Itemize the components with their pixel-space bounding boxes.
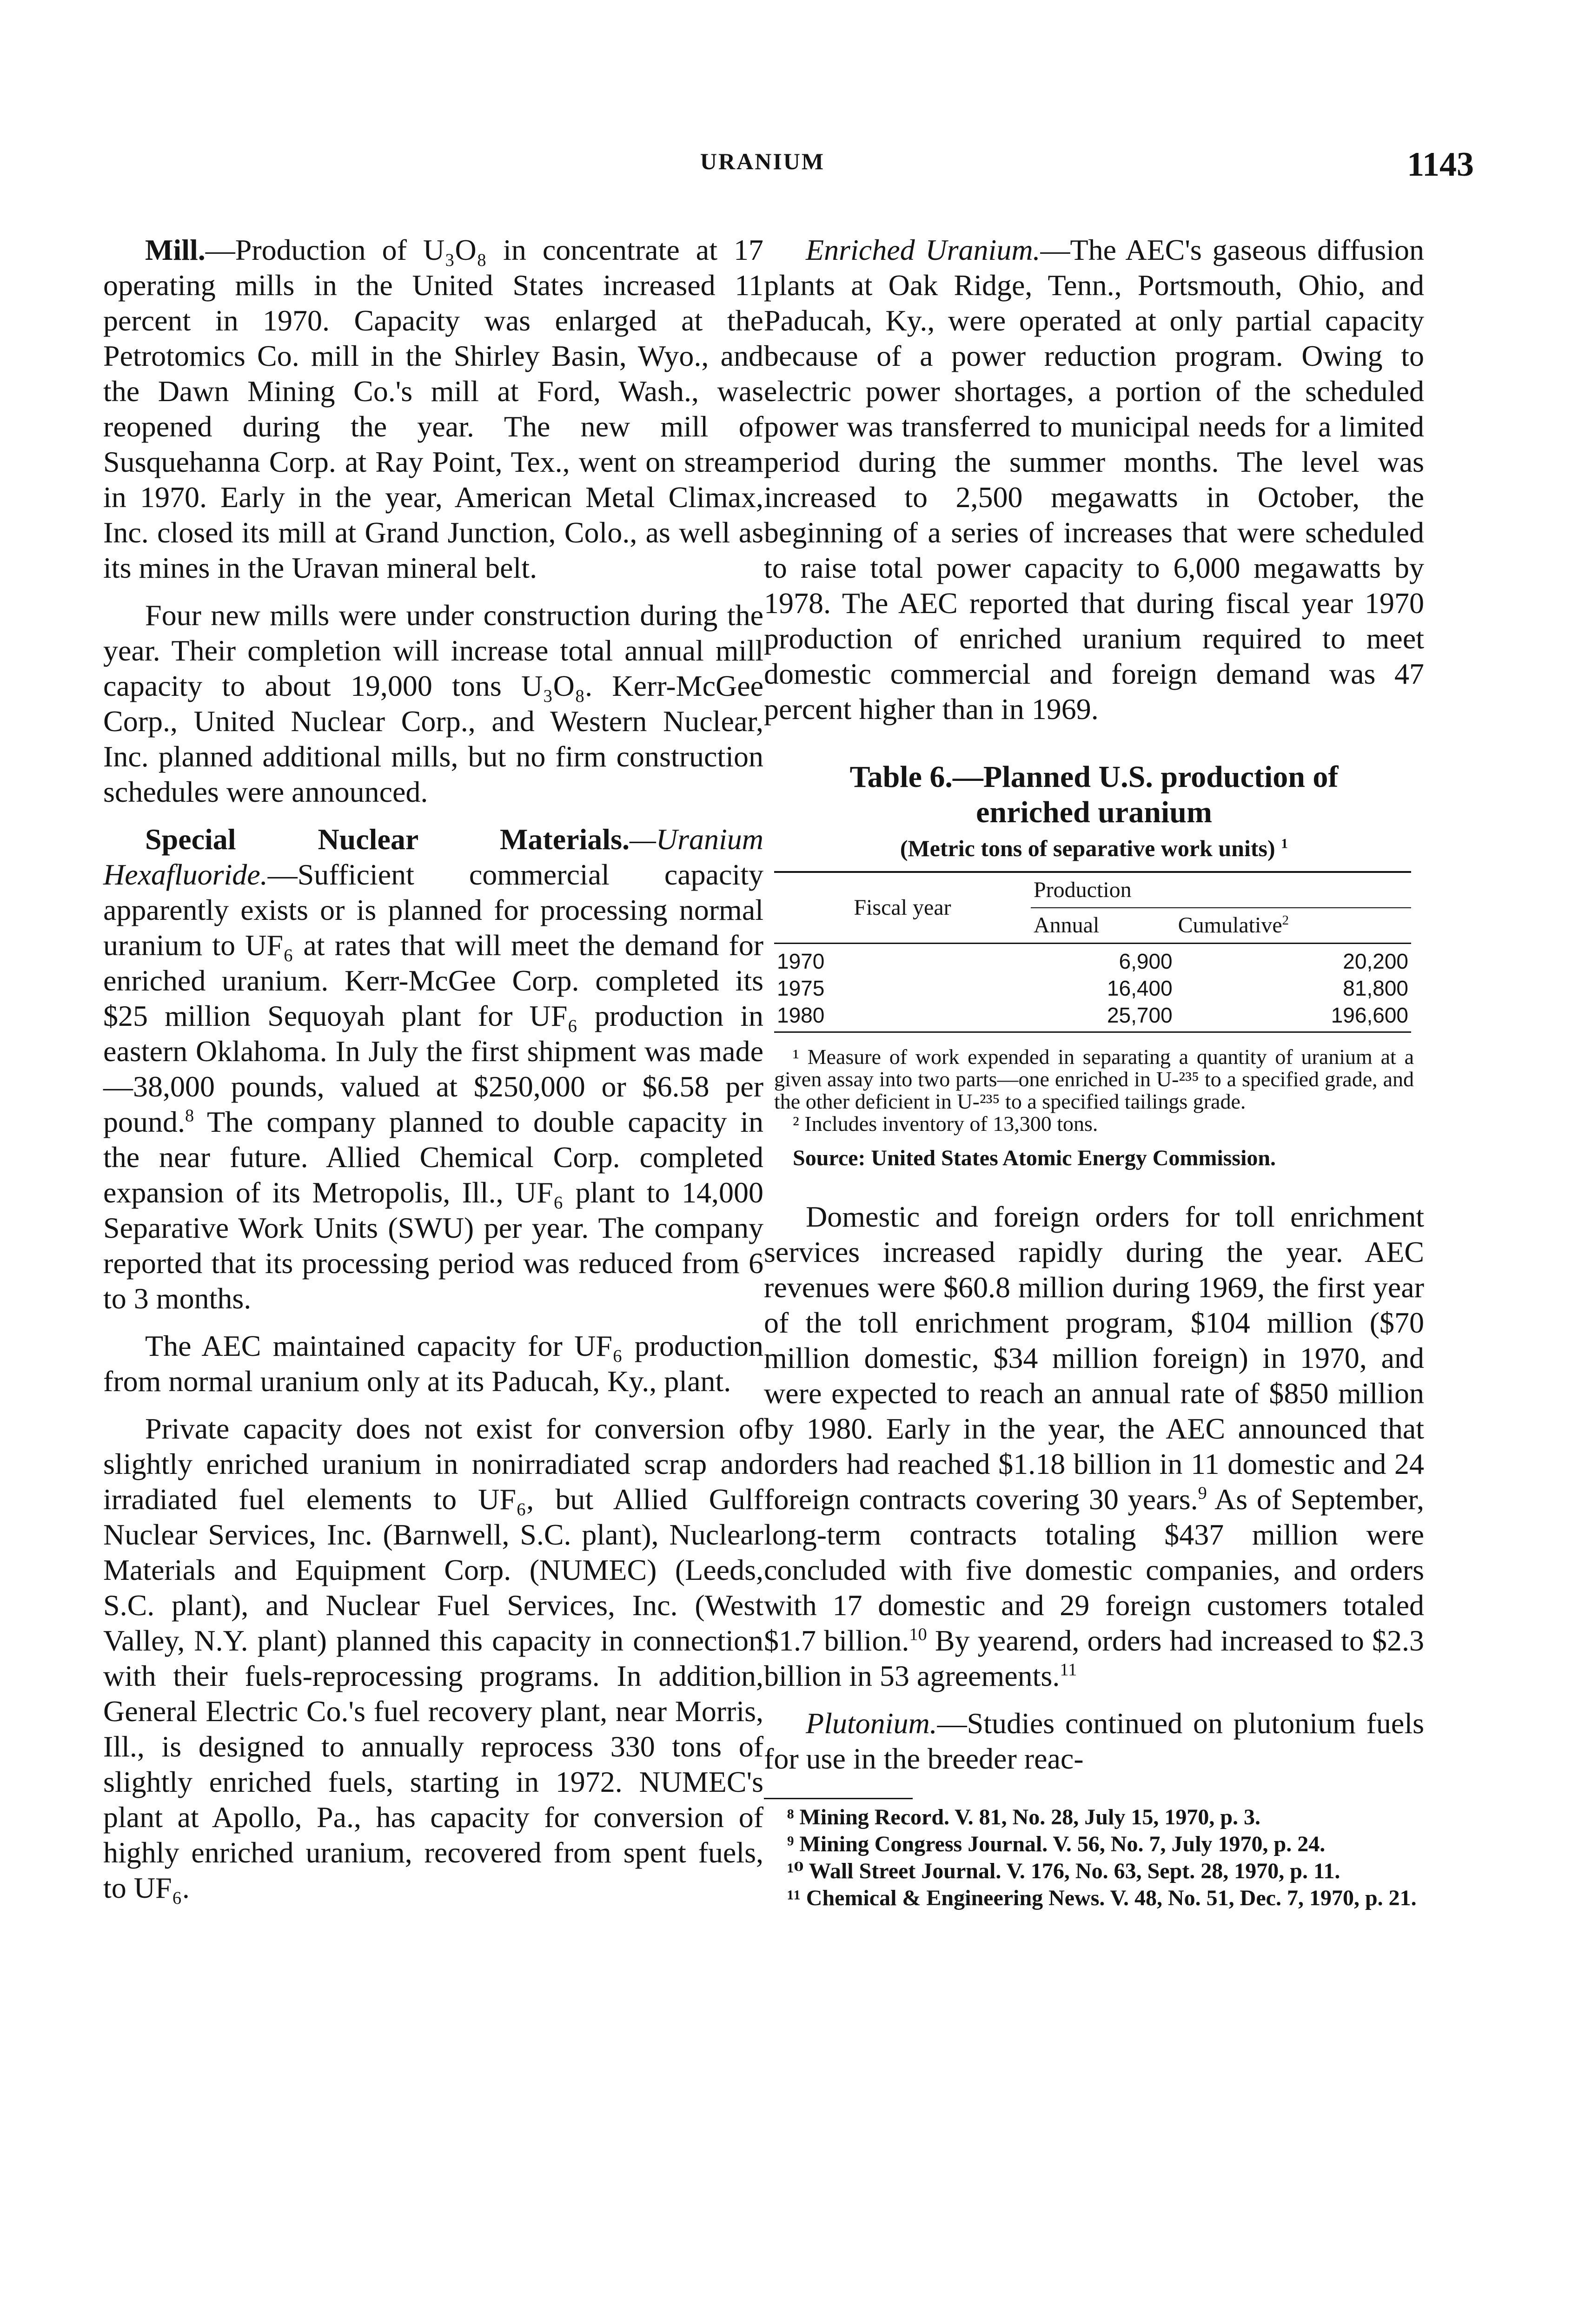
- row-year: 1980: [774, 1002, 1031, 1032]
- footnote-10: ¹⁰ Wall Street Journal. V. 176, No. 63, Sept. 28, 1970, p. 11.: [787, 1859, 1340, 1883]
- enriched-paragraph: [764, 232, 1424, 727]
- running-title: URANIUM: [700, 148, 825, 174]
- snm-heading: Special Nuclear Materials.: [145, 823, 630, 856]
- mill-paragraph: [103, 232, 763, 586]
- table-subtitle-note: 1: [1281, 836, 1288, 852]
- col-cumulative-label: Cumulative: [1178, 913, 1282, 938]
- snm-text-2: The company planned to double capacity in the near future. Allied Chemical Corp. completed expansion of its Metropolis, Ill., UF₆ plant to 14,000 Separative Work Units (SWU) per year. The company reported that its processing period was reduced from 6 to 3 months.: [103, 1105, 763, 1315]
- footnotes: [764, 1806, 1424, 1910]
- footnote-divider: [764, 1798, 913, 1799]
- row-annual: 16,400: [1107, 976, 1173, 1000]
- private-capacity-paragraph: Private capacity does not exist for conversion of slightly enriched uranium in nonirradiated scrap and irradiated fuel elements to UF₆, but Allied Gulf Nuclear Services, Inc. (Barnwell, S.C. plant), Nuclear Materials and Equipment Corp. (NUMEC) (Leeds, S.C. plant), and Nuclear Fuel Services, Inc. (West Valley, N.Y. plant) planned this capacity in connection with their fuels-reprocessing programs. In addition, General Electric Co.'s fuel recovery plant, near Morris, Ill., is designed to annually reprocess 330 tons of slightly enriched fuels, starting in 1972. NUMEC's plant at Apollo, Pa., has capacity for conversion of highly enriched uranium, recovered from spent fuels, to UF₆.: [103, 1412, 763, 1904]
- right-column: [764, 232, 1424, 1914]
- row-year: 1975: [777, 976, 825, 1000]
- enriched-heading: Enriched Uranium.: [806, 233, 1041, 266]
- footnote-9: ⁹ Mining Congress Journal. V. 56, No. 7, July 1970, p. 24.: [787, 1832, 1326, 1856]
- table-notes: [774, 1046, 1414, 1135]
- plutonium-paragraph: [764, 1706, 1424, 1776]
- row-cumulative: 196,600: [1175, 1002, 1411, 1032]
- table-subtitle-text: (Metric tons of separative work units): [900, 835, 1275, 861]
- table-subtitle: [764, 832, 1424, 865]
- plutonium-heading: Plutonium.: [806, 1707, 937, 1740]
- row-year: 1970: [777, 949, 825, 973]
- footnote-ref-8: 8: [185, 1106, 194, 1126]
- plutonium-text: —Studies continued on plutonium fuels for use in the breeder reac-: [764, 1707, 1424, 1775]
- new-mills-paragraph: Four new mills were under construction during the year. Their completion will increase total annual mill capacity to about 19,000 tons U₃O₈. Kerr-McGee Corp., United Nuclear Corp., and Western Nuclear, Inc. planned additional mills, but no firm construction schedules were announced.: [103, 599, 763, 808]
- page-number: 1143: [1407, 145, 1474, 184]
- row-annual: 25,700: [1031, 1002, 1175, 1032]
- row-annual: 6,900: [1119, 949, 1173, 973]
- production-table: [774, 871, 1411, 1033]
- table-row: [774, 944, 1411, 975]
- enriched-text: —The AEC's gaseous diffusion plants at Oak Ridge, Tenn., Portsmouth, Ohio, and Paducah, Ky., were operated at only partial capacity because of a power reduction program. Owing to electric power shortages, a portion of the scheduled power was transferred to municipal needs for a limited period during the summer months. The level was increased to 2,500 megawatts in October, the beginning of a series of increases that were scheduled to raise total power capacity to 6,000 megawatts by 1978. The AEC reported that during fiscal year 1970 production of enriched uranium required to meet domestic commercial and foreign demand was 47 percent higher than in 1969.: [764, 233, 1424, 726]
- snm-text: —Sufficient commercial capacity apparently exists or is planned for processing normal uranium to UF₆ at rates that will meet the demand for enriched uranium. Kerr-McGee Corp. completed its $25 million Sequoyah plant for UF₆ production in eastern Oklahoma. In July the first shipment was made—38,000 pounds, valued at $250,000 or $6.58 per pound.: [103, 858, 763, 1138]
- row-cumulative: 20,200: [1343, 949, 1408, 973]
- row-cumulative: 81,800: [1343, 976, 1408, 1000]
- table-title: Table 6.—Planned U.S. production of enriched uranium: [849, 760, 1339, 829]
- aec-paragraph: The AEC maintained capacity for UF₆ production from normal uranium only at its Paducah, Ky., plant.: [103, 1329, 763, 1398]
- table-note-2: ² Includes inventory of 13,300 tons.: [793, 1112, 1098, 1136]
- toll-paragraph: [764, 1199, 1424, 1694]
- col-production: Production: [1031, 872, 1411, 908]
- table-row: [774, 1002, 1411, 1032]
- footnote-ref-9: 9: [1198, 1483, 1207, 1503]
- col-fiscal-year: Fiscal year: [774, 872, 1031, 944]
- table-row: [774, 975, 1411, 1002]
- toll-text: Domestic and foreign orders for toll enrichment services increased rapidly during the year. AEC revenues were $60.8 million during 1969, the first year of the toll enrichment program, $104 million ($70 million domestic, $34 million foreign) in 1970, and were expected to reach an annual rate of $850 million by 1980. Early in the year, the AEC announced that orders had reached $1.18 billion in 11 domestic and 24 foreign contracts covering 30 years.: [764, 1200, 1424, 1516]
- col-cumulative: [1175, 908, 1411, 944]
- toll-text-3: By yearend, orders had increased to $2.3 billion in 53 agreements.: [764, 1624, 1425, 1692]
- left-column: [103, 232, 763, 1918]
- toll-text-2: As of September, long-term contracts totaling $437 million were concluded with five domestic companies, and orders with 17 domestic and 29 foreign customers totaled $1.7 billion.: [764, 1483, 1425, 1657]
- snm-subheading: —Uranium Hexafluoride.: [103, 823, 763, 891]
- footnote-11: ¹¹ Chemical & Engineering News. V. 48, No. 51, Dec. 7, 1970, p. 21.: [787, 1886, 1417, 1910]
- snm-paragraph: [103, 822, 763, 1316]
- footnote-ref-11: 11: [1060, 1660, 1077, 1680]
- col-cumulative-note: 2: [1282, 913, 1289, 928]
- footnote-ref-10: 10: [909, 1624, 927, 1644]
- table-note-1: ¹ Measure of work expended in separating a quantity of uranium at a given assay into two parts—one enriched in U-²³⁵ to a specified grade, and the other deficient in U-²³⁵ to a specified tailings grade.: [774, 1045, 1414, 1113]
- mill-text: —Production of U₃O₈ in concentrate at 17 operating mills in the United States increased 11 percent in 1970. Capacity was enlarged at the Petrotomics Co. mill in the Shirley Basin, Wyo., and the Dawn Mining Co.'s mill at Ford, Wash., was reopened during the year. The new mill of Susquehanna Corp. at Ray Point, Tex., went on stream in 1970. Early in the year, American Metal Climax, Inc. closed its mill at Grand Junction, Colo., as well as its mines in the Uravan mineral belt.: [103, 233, 763, 584]
- mill-heading: Mill.: [145, 233, 206, 266]
- table-6: [764, 759, 1424, 1171]
- footnote-8: ⁸ Mining Record. V. 81, No. 28, July 15, 1970, p. 3.: [787, 1805, 1261, 1829]
- col-annual: Annual: [1031, 908, 1175, 944]
- table-source: Source: United States Atomic Energy Commission.: [793, 1146, 1276, 1170]
